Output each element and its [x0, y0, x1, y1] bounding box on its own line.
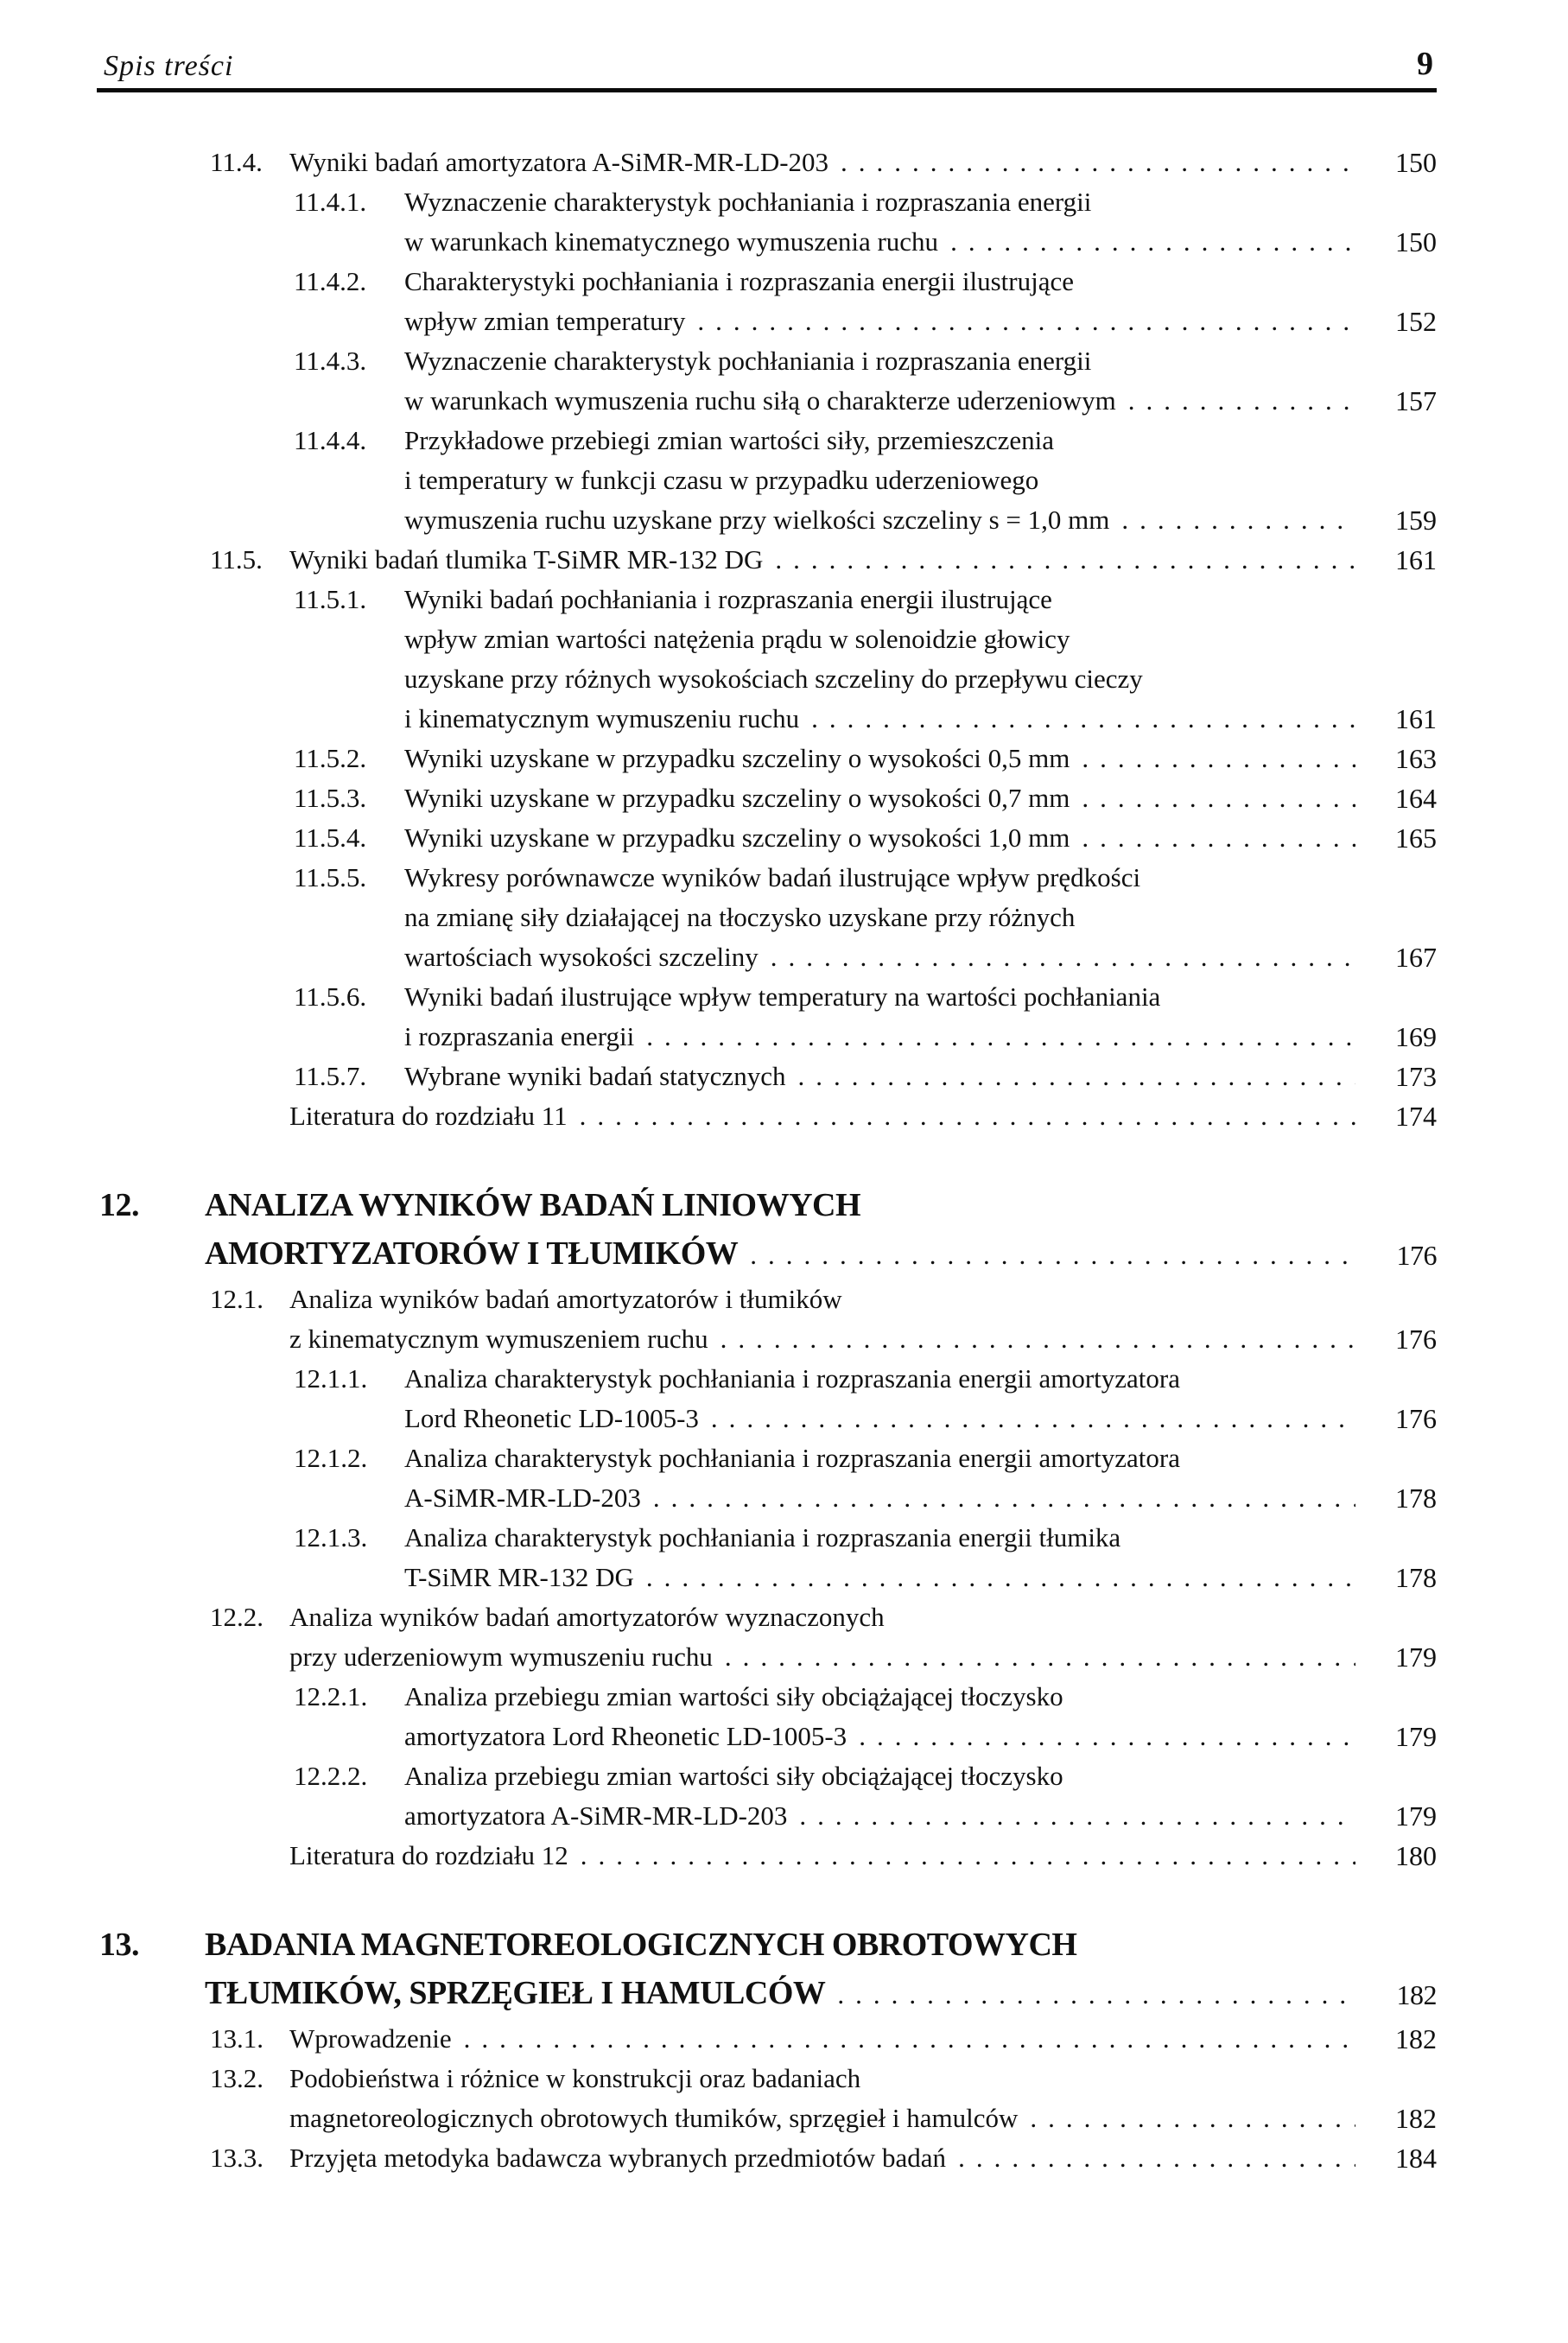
toc-entry-text [404, 1518, 1369, 1597]
dot-leader [721, 1319, 1355, 1359]
toc-entry-text [404, 1359, 1369, 1438]
toc-entry-label: 11.4.1. [294, 187, 367, 217]
toc-entry-label: 11.5.2. [294, 743, 367, 773]
toc-entry [0, 421, 1437, 540]
toc-entry-label: 11.4.4. [294, 425, 367, 455]
toc-entry-page: 178 [1395, 1483, 1437, 1514]
toc-entry-text [404, 262, 1369, 341]
toc-entry-line: Analiza charakterystyk pochłaniania i rozpraszania energii amortyzatora [404, 1443, 1181, 1473]
toc-entry-text [289, 2138, 1369, 2178]
toc-entry-label: 12.2.1. [294, 1681, 368, 1711]
toc-entry-line: i temperatury w funkcji czasu w przypadku uderzeniowego [404, 465, 1039, 495]
toc-entry-text [404, 1438, 1369, 1518]
toc-entry-label: 13.1. [210, 2023, 263, 2054]
page-number: 9 [1417, 46, 1433, 82]
toc-entry-line: Wyniki badań ilustrujące wpływ temperatury na wartości pochłaniania [404, 981, 1161, 1012]
dot-leader [750, 1231, 1355, 1279]
toc-entry-line: Wyniki badań tlumika T-SiMR MR-132 DG [289, 544, 764, 575]
toc-entry-line: wpływ zmian wartości natężenia prądu w solenoidzie głowicy [404, 624, 1070, 654]
toc-entry [0, 1921, 1437, 2019]
toc-entry-page: 179 [1395, 1800, 1437, 1832]
dot-leader [1030, 2099, 1355, 2138]
toc-entry-text [404, 580, 1369, 739]
toc-entry-text [404, 341, 1369, 421]
toc-entry-line: Podobieństwa i różnice w konstrukcji oraz badaniach [289, 2063, 861, 2093]
toc-entry-page: 150 [1395, 226, 1437, 257]
toc-entry-text [289, 143, 1369, 182]
toc-entry [0, 580, 1437, 739]
toc-entry-line: Wyniki uzyskane w przypadku szczeliny o wysokości 0,5 mm [404, 743, 1070, 773]
dot-leader [1082, 818, 1355, 858]
toc-entry-line: amortyzatora A-SiMR-MR-LD-203 [404, 1800, 788, 1831]
toc-entry-page: 161 [1395, 544, 1437, 575]
toc-entry-line: i kinematycznym wymuszeniu ruchu [404, 703, 800, 733]
toc-entry-page: 167 [1395, 942, 1437, 973]
toc-entry [0, 2019, 1437, 2059]
dot-leader [1128, 381, 1355, 421]
dot-leader [775, 540, 1355, 580]
dot-leader [841, 143, 1355, 182]
toc-entry-text [404, 1756, 1369, 1836]
toc-entry-page: 182 [1396, 1979, 1437, 2010]
toc-entry [0, 1181, 1437, 1279]
toc-entry-line: wymuszenia ruchu uzyskane przy wielkości szczeliny s = 1,0 mm [404, 505, 1110, 535]
toc-entry-line: Literatura do rozdziału 12 [289, 1840, 568, 1870]
toc-entry-page: 152 [1395, 306, 1437, 337]
dot-leader [653, 1478, 1355, 1518]
toc-entry [0, 1597, 1437, 1677]
dot-leader [797, 1057, 1355, 1096]
toc-entry-line: Analiza wyników badań amortyzatorów wyznaczonych [289, 1602, 885, 1632]
toc-entry-label: 11.5.6. [294, 981, 367, 1012]
dot-leader [697, 302, 1355, 341]
toc-entry-text [205, 1921, 1369, 2019]
toc-entry-text [289, 1597, 1369, 1677]
toc-entry-line: TŁUMIKÓW, SPRZĘGIEŁ I HAMULCÓW [205, 1975, 826, 2011]
toc-entry-label: 11.5.5. [294, 862, 367, 892]
dot-leader [837, 1971, 1355, 2019]
toc-entry-text [289, 1096, 1369, 1136]
toc-entry [0, 818, 1437, 858]
toc-entry-line: magnetoreologicznych obrotowych tłumików, sprzęgieł i hamulców [289, 2103, 1019, 2133]
toc-entry-page: 150 [1395, 147, 1437, 178]
toc-entry-page: 176 [1395, 1403, 1437, 1434]
toc-entry-line: ANALIZA WYNIKÓW BADAŃ LINIOWYCH [205, 1187, 861, 1223]
toc-entry-line: Analiza przebiegu zmian wartości siły obciążającej tłoczysko [404, 1681, 1063, 1711]
toc-entry-text [289, 540, 1369, 580]
toc-entry-line: i rozpraszania energii [404, 1021, 635, 1051]
toc-entry-text [404, 977, 1369, 1057]
toc-entry-line: amortyzatora Lord Rheonetic LD-1005-3 [404, 1721, 847, 1751]
toc-entry-line: BADANIA MAGNETOREOLOGICZNYCH OBROTOWYCH [205, 1927, 1077, 1963]
toc-entry-line: Wyniki uzyskane w przypadku szczeliny o wysokości 1,0 mm [404, 822, 1070, 853]
toc-entry [0, 1836, 1437, 1876]
toc-entry-label: 12.1.2. [294, 1443, 368, 1473]
toc-entry-label: 11.5.1. [294, 584, 367, 614]
toc-entry-line: w warunkach wymuszenia ruchu siłą o charakterze uderzeniowym [404, 385, 1116, 416]
toc-entry-label: 12.2. [210, 1602, 263, 1632]
toc-entry-line: Analiza wyników badań amortyzatorów i tłumików [289, 1284, 842, 1314]
toc-entry-text [289, 1279, 1369, 1359]
toc-entry-page: 182 [1395, 2023, 1437, 2054]
toc-entry-line: Wybrane wyniki badań statycznych [404, 1061, 786, 1091]
toc-entry-line: Analiza charakterystyk pochłaniania i rozpraszania energii amortyzatora [404, 1363, 1181, 1394]
toc-entry [0, 977, 1437, 1057]
toc-entry-line: w warunkach kinematycznego wymuszenia ruchu [404, 226, 939, 257]
toc-entry-label: 13.2. [210, 2063, 263, 2093]
toc-entry-text [404, 421, 1369, 540]
toc-entry-line: Analiza charakterystyk pochłaniania i rozpraszania energii tłumika [404, 1522, 1121, 1552]
toc-entry-line: Wyniki badań amortyzatora A-SiMR-MR-LD-203 [289, 147, 829, 177]
toc-entry-line: uzyskane przy różnych wysokościach szczeliny do przepływu cieczy [404, 664, 1143, 694]
dot-leader [958, 2138, 1355, 2178]
dot-leader [1082, 778, 1355, 818]
dot-leader [1082, 739, 1355, 778]
toc-entry [0, 1096, 1437, 1136]
dot-leader [950, 222, 1355, 262]
page-header-title: Spis treści [104, 50, 234, 82]
toc-entry [0, 2059, 1437, 2138]
toc-entry-text [289, 2019, 1369, 2059]
toc-entry-label: 13.3. [210, 2143, 263, 2173]
toc-entry [0, 1756, 1437, 1836]
toc-entry-page: 184 [1395, 2143, 1437, 2174]
toc-entry [0, 1057, 1437, 1096]
toc-entry-page: 176 [1395, 1324, 1437, 1355]
toc-entry-text [404, 1057, 1369, 1096]
toc-entry-page: 165 [1395, 822, 1437, 854]
toc-entry-label: 11.5.7. [294, 1061, 367, 1091]
toc-entry-text [404, 1677, 1369, 1756]
toc-entry [0, 1359, 1437, 1438]
toc-entry-label: 11.4. [210, 147, 263, 177]
toc-entry [0, 182, 1437, 262]
dot-leader [1121, 500, 1355, 540]
toc-entry-line: Wprowadzenie [289, 2023, 452, 2054]
toc-entry [0, 1279, 1437, 1359]
toc-entry-label: 11.5.4. [294, 822, 367, 853]
toc-entry-page: 159 [1395, 505, 1437, 536]
toc-entry-line: AMORTYZATORÓW I TŁUMIKÓW [205, 1235, 739, 1272]
toc-entry-text [404, 182, 1369, 262]
toc-entry-line: przy uderzeniowym wymuszeniu ruchu [289, 1641, 713, 1672]
toc-entry-page: 178 [1395, 1562, 1437, 1593]
toc-entry [0, 739, 1437, 778]
toc-entry-line: z kinematycznym wymuszeniem ruchu [289, 1324, 708, 1354]
toc-entry-page: 182 [1395, 2103, 1437, 2134]
toc-entry [0, 1438, 1437, 1518]
toc-entry-text [289, 2059, 1369, 2138]
dot-leader [581, 1836, 1355, 1876]
toc-entry-text [205, 1181, 1369, 1279]
toc-entry-label: 12.1. [210, 1284, 263, 1314]
toc-entry [0, 540, 1437, 580]
toc-entry-text [404, 858, 1369, 977]
dot-leader [711, 1399, 1355, 1438]
toc-entry-line: Przyjęta metodyka badawcza wybranych przedmiotów badań [289, 2143, 947, 2173]
toc-entry [0, 341, 1437, 421]
toc-entry-text [404, 778, 1369, 818]
toc-entry-label: 11.4.2. [294, 266, 367, 296]
toc-entry-line: Wykresy porównawcze wyników badań ilustrujące wpływ prędkości [404, 862, 1141, 892]
toc-entry-line: Lord Rheonetic LD-1005-3 [404, 1403, 699, 1433]
dot-leader [646, 1017, 1355, 1057]
toc-entry-text [289, 1836, 1369, 1876]
toc-entry-page: 157 [1395, 385, 1437, 416]
toc-list [0, 92, 1568, 2178]
dot-leader [799, 1796, 1355, 1836]
toc-entry-label: 11.5. [210, 544, 263, 575]
toc-entry-page: 174 [1395, 1101, 1437, 1132]
dot-leader [811, 699, 1355, 739]
toc-entry-page: 180 [1395, 1840, 1437, 1871]
toc-entry-line: Wyznaczenie charakterystyk pochłaniania i rozpraszania energii [404, 346, 1092, 376]
dot-leader [464, 2019, 1355, 2059]
toc-entry-page: 164 [1395, 783, 1437, 814]
toc-entry-line: Wyniki badań pochłaniania i rozpraszania energii ilustrujące [404, 584, 1052, 614]
toc-entry-line: wpływ zmian temperatury [404, 306, 686, 336]
dot-leader [859, 1717, 1355, 1756]
dot-leader [580, 1096, 1355, 1136]
toc-entry-line: T-SiMR MR-132 DG [404, 1562, 634, 1592]
toc-entry-text [404, 818, 1369, 858]
dot-leader [646, 1558, 1355, 1597]
toc-entry-page: 179 [1395, 1721, 1437, 1752]
toc-entry-label: 13. [99, 1927, 139, 1963]
toc-entry-line: Przykładowe przebiegi zmian wartości siły, przemieszczenia [404, 425, 1055, 455]
toc-entry [0, 143, 1437, 182]
toc-entry [0, 1677, 1437, 1756]
toc-entry [0, 778, 1437, 818]
toc-entry-page: 169 [1395, 1021, 1437, 1052]
toc-entry-label: 11.5.3. [294, 783, 367, 813]
toc-entry [0, 1518, 1437, 1597]
toc-entry-label: 12.1.1. [294, 1363, 368, 1394]
toc-entry-page: 161 [1395, 703, 1437, 734]
toc-entry [0, 262, 1437, 341]
toc-entry-line: Literatura do rozdziału 11 [289, 1101, 568, 1131]
toc-entry-line: A-SiMR-MR-LD-203 [404, 1483, 641, 1513]
toc-entry-label: 12.2.2. [294, 1761, 368, 1791]
toc-entry-label: 12. [99, 1187, 139, 1223]
toc-entry-page: 176 [1396, 1240, 1437, 1271]
toc-entry-line: na zmianę siły działającej na tłoczysko uzyskane przy różnych [404, 902, 1076, 932]
toc-entry-page: 173 [1395, 1061, 1437, 1092]
toc-entry-line: Charakterystyki pochłaniania i rozpraszania energii ilustrujące [404, 266, 1074, 296]
dot-leader [771, 937, 1355, 977]
toc-entry-line: Wyniki uzyskane w przypadku szczeliny o wysokości 0,7 mm [404, 783, 1070, 813]
toc-entry [0, 2138, 1437, 2178]
toc-entry-line: Wyznaczenie charakterystyk pochłaniania i rozpraszania energii [404, 187, 1092, 217]
dot-leader [725, 1637, 1355, 1677]
toc-entry-label: 12.1.3. [294, 1522, 368, 1552]
toc-entry [0, 858, 1437, 977]
toc-entry-line: wartościach wysokości szczeliny [404, 942, 759, 972]
toc-entry-page: 163 [1395, 743, 1437, 774]
toc-entry-label: 11.4.3. [294, 346, 367, 376]
toc-entry-text [404, 739, 1369, 778]
page-header [97, 0, 1437, 92]
toc-entry-page: 179 [1395, 1641, 1437, 1673]
toc-entry-line: Analiza przebiegu zmian wartości siły obciążającej tłoczysko [404, 1761, 1063, 1791]
